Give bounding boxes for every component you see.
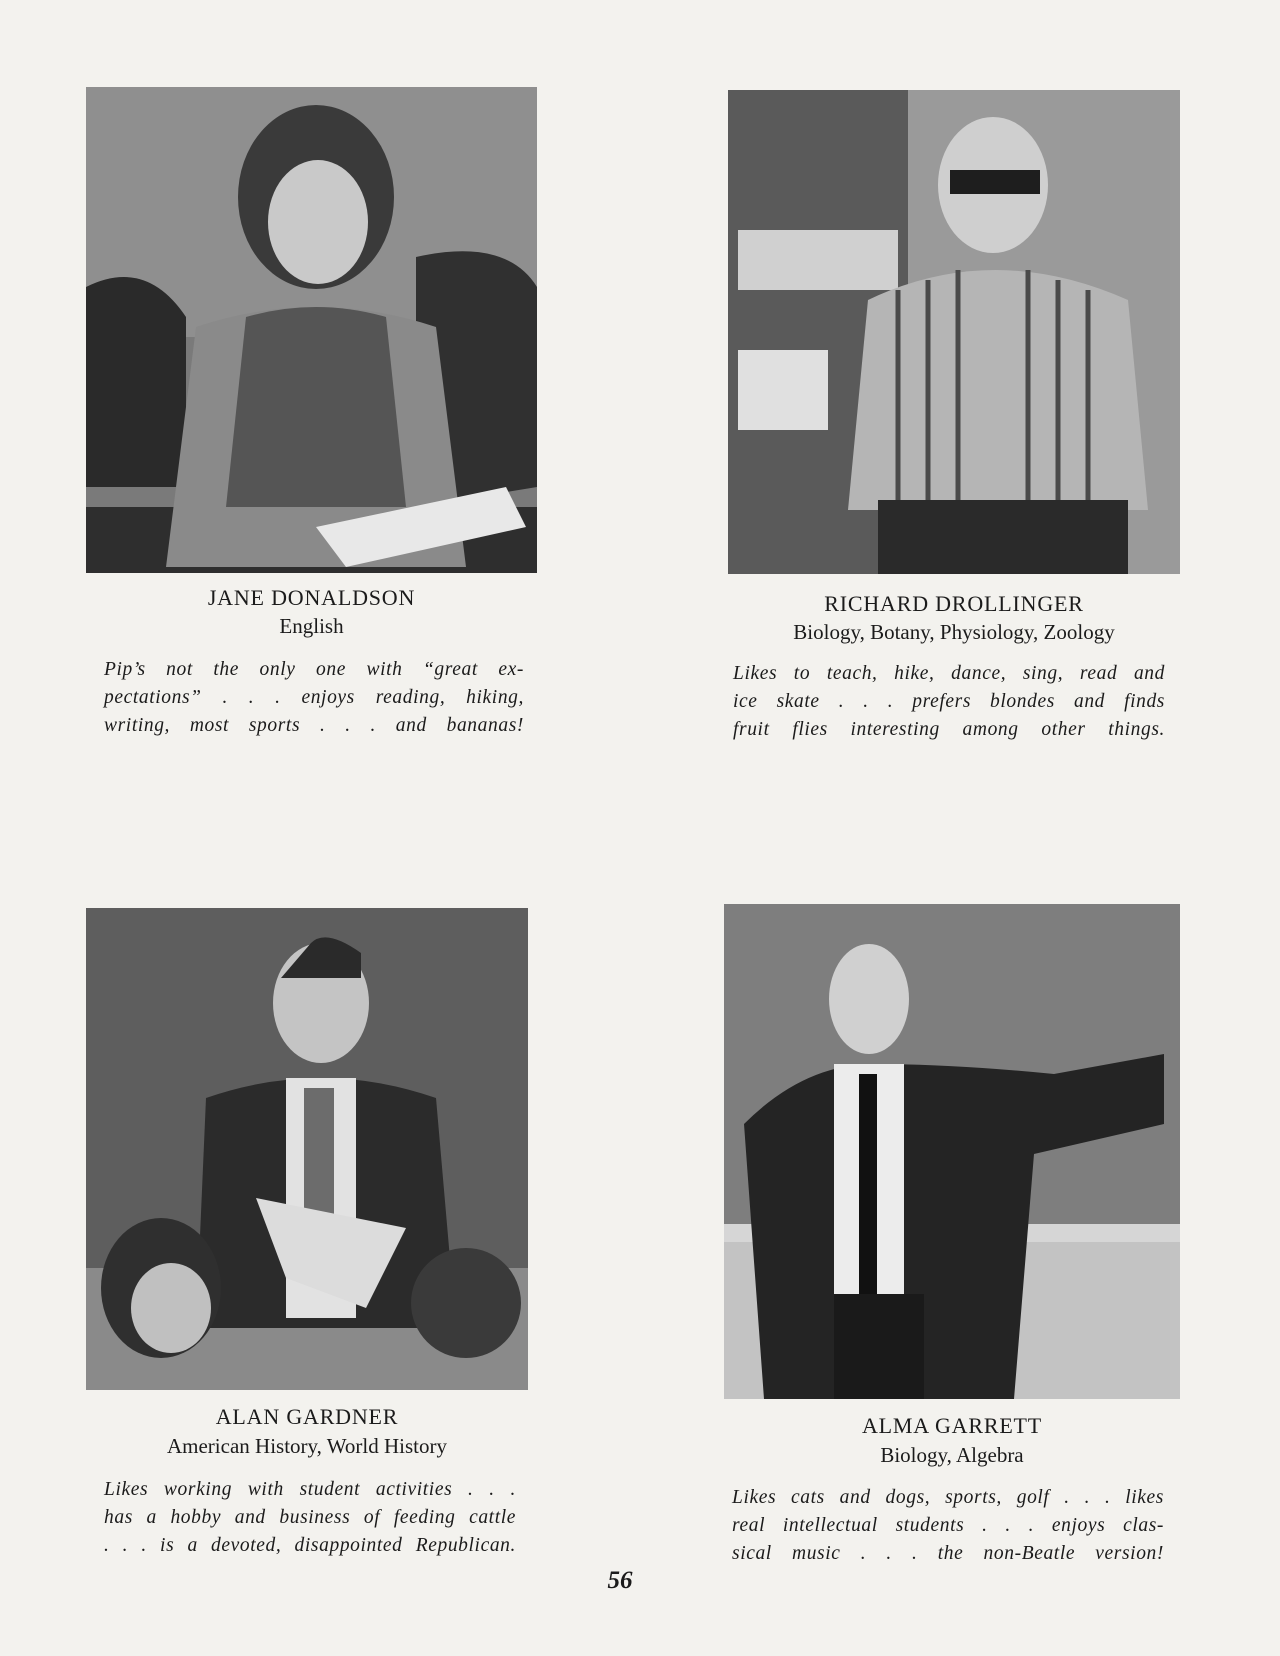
teacher-subject: Biology, Botany, Physiology, Zoology bbox=[793, 620, 1115, 644]
bio-line: fruit flies interesting among other things. bbox=[733, 719, 1165, 740]
bio-line: . . . is a devoted, disappointed Republican. bbox=[104, 1535, 516, 1556]
teacher-photo-donaldson bbox=[86, 87, 537, 573]
bio-line: Likes working with student activities . . . bbox=[104, 1479, 516, 1500]
teacher-photo-drollinger bbox=[728, 90, 1180, 574]
bio-line: real intellectual students . . . enjoys clas- bbox=[732, 1515, 1164, 1536]
teacher-subject: American History, World History bbox=[166, 1434, 447, 1458]
bio-line: pectations” . . . enjoys reading, hiking, bbox=[104, 687, 524, 708]
bio-line: Likes to teach, hike, dance, sing, read and bbox=[733, 663, 1165, 684]
bio-line: ice skate . . . prefers blondes and finds bbox=[733, 691, 1165, 712]
teacher-name: ALMA GARRETT bbox=[861, 1413, 1043, 1438]
teacher-name: ALAN GARDNER bbox=[215, 1404, 399, 1429]
teacher-photo-gardner bbox=[86, 908, 528, 1390]
bio-line: sical music . . . the non-Beatle version! bbox=[732, 1543, 1164, 1564]
bio-line: writing, most sports . . . and bananas! bbox=[104, 715, 524, 736]
bio-line: has a hobby and business of feeding cattle bbox=[104, 1507, 516, 1528]
teacher-name: JANE DONALDSON bbox=[207, 585, 416, 610]
teacher-bio bbox=[104, 656, 524, 740]
page-number: 56 bbox=[607, 1567, 633, 1594]
teacher-bio bbox=[104, 1476, 516, 1560]
teacher-subject: English bbox=[279, 614, 344, 638]
teacher-subject: Biology, Algebra bbox=[880, 1443, 1024, 1467]
teacher-name: RICHARD DROLLINGER bbox=[824, 591, 1084, 616]
teacher-bio bbox=[733, 660, 1165, 744]
teacher-photo-garrett bbox=[724, 904, 1180, 1399]
bio-line: Likes cats and dogs, sports, golf . . . likes bbox=[732, 1487, 1164, 1508]
teacher-bio bbox=[732, 1484, 1164, 1568]
bio-line: Pip’s not the only one with “great ex- bbox=[104, 659, 524, 680]
